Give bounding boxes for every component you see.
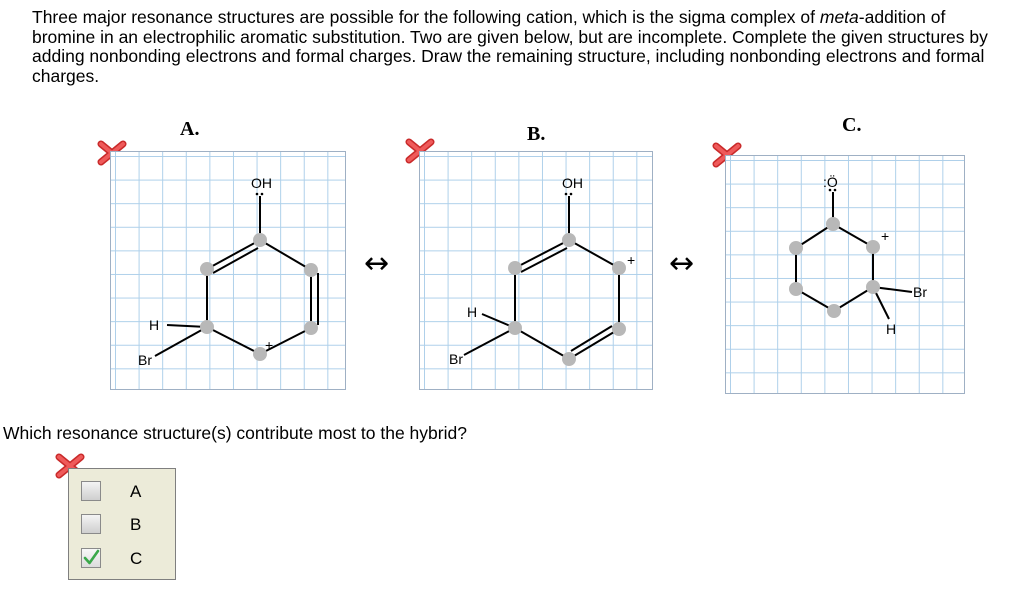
atom-oh: OH: [251, 175, 272, 191]
answer-choices-box: [68, 468, 176, 580]
atom-oh: OH: [562, 175, 583, 191]
atom-h: H: [149, 317, 160, 333]
structure-a-drawing: [111, 152, 345, 389]
structure-c-drawing: [726, 156, 964, 393]
choice-a-checkbox[interactable]: [81, 481, 101, 501]
question-part2: -addition of bromine in an electrophilic aromatic substitution. Two are given below, but are incomplete. Complete the given structures by adding nonbonding electrons and formal charges. Draw the remaining structure, including nonbonding electrons and formal charges.: [32, 7, 988, 86]
choice-c-checkbox[interactable]: [81, 548, 101, 568]
atom-br: Br: [913, 284, 927, 300]
panel-b-label: B.: [527, 123, 546, 145]
atom-br: Br: [449, 351, 463, 367]
choice-b-label: B: [130, 515, 142, 534]
formal-charge: +: [265, 337, 274, 353]
choice-c[interactable]: [81, 546, 171, 570]
choice-b[interactable]: [81, 512, 171, 536]
question-part1: Three major resonance structures are possible for the following cation, which is the sigma complex of: [32, 7, 820, 27]
choice-a-label: A: [130, 482, 142, 501]
atom-o: :Ö: [823, 174, 838, 190]
structure-b-drawing: [420, 152, 652, 389]
structure-a-canvas[interactable]: [110, 151, 346, 390]
choice-c-label: C: [130, 549, 143, 568]
resonance-arrow-1: ↔: [364, 246, 390, 281]
choice-a[interactable]: [81, 479, 171, 503]
formal-charge: +: [627, 252, 636, 268]
panel-c-label: C.: [842, 114, 862, 136]
question-emphasis: meta: [819, 7, 859, 27]
atom-h: H: [886, 321, 897, 337]
atom-br: Br: [138, 352, 152, 368]
sub-question-prompt: Which resonance structure(s) contribute most to the hybrid?: [3, 423, 467, 443]
structure-c-canvas[interactable]: [725, 155, 965, 394]
atom-h: H: [467, 304, 478, 320]
choice-b-checkbox[interactable]: [81, 514, 101, 534]
structure-b-canvas[interactable]: [419, 151, 653, 390]
formal-charge: +: [881, 228, 890, 244]
panel-a-label: A.: [180, 118, 200, 140]
resonance-arrow-2: ↔: [669, 246, 695, 281]
checkmark-icon: [83, 549, 100, 566]
question-text: [32, 8, 1002, 86]
